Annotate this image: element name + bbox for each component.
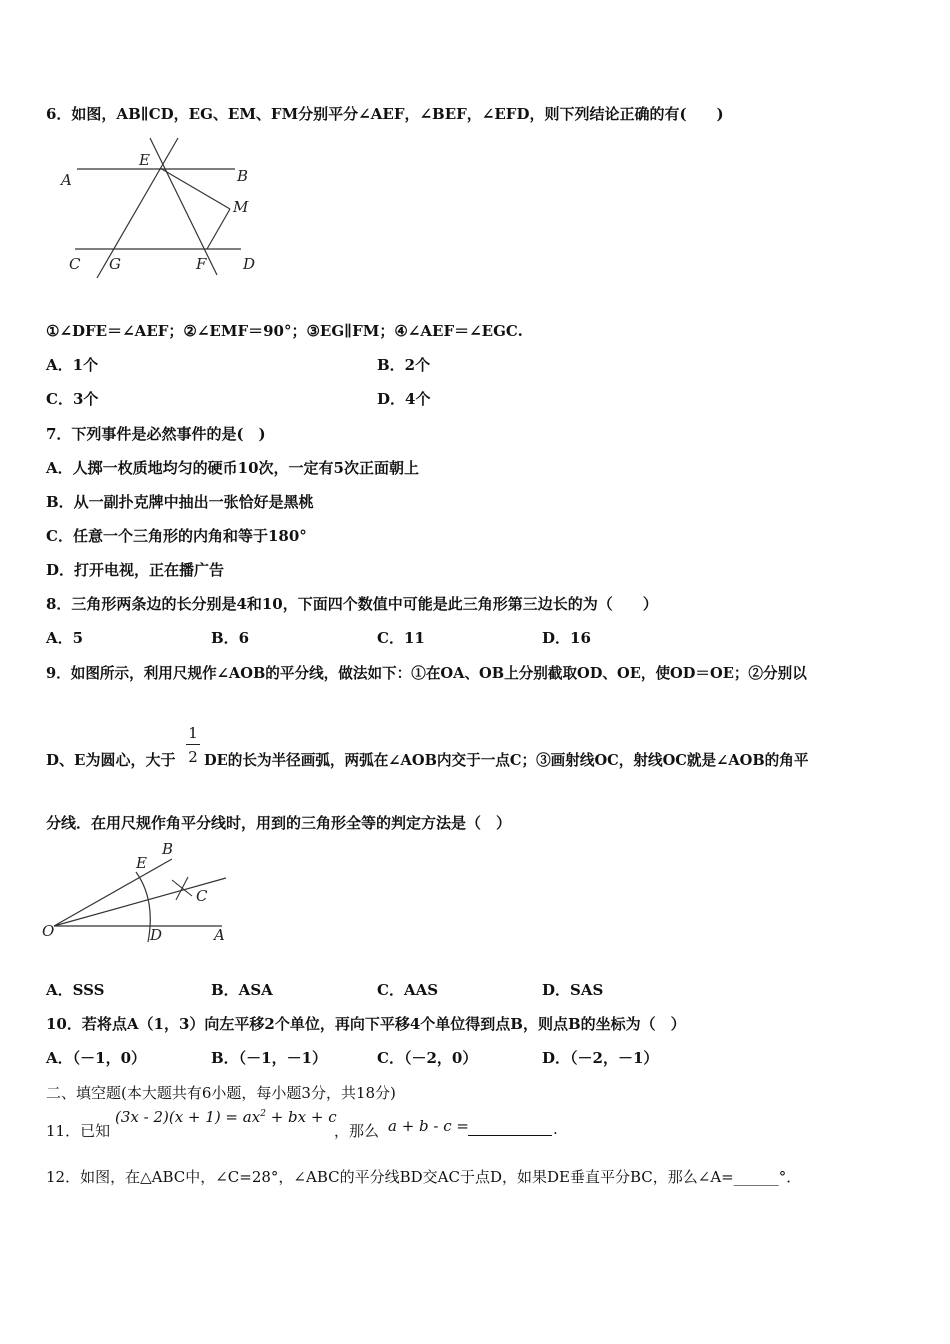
q10-option-d[interactable]: D．（－2，－1）	[542, 1049, 659, 1067]
label-o: O	[42, 922, 55, 940]
q7-stem: 7．下列事件是必然事件的是( )	[46, 425, 266, 443]
q10-option-b[interactable]: B．（－1，－1）	[211, 1049, 328, 1067]
label-e: E	[136, 854, 147, 872]
q9-figure	[40, 838, 240, 948]
arc-de	[136, 872, 150, 942]
fraction-bar	[186, 744, 200, 745]
q11-mid: ，那么	[334, 1122, 380, 1140]
q7-option-d[interactable]: D．打开电视，正在播广告	[46, 561, 225, 579]
q8-option-c[interactable]: C．11	[377, 629, 425, 647]
q11-answer-blank[interactable]	[468, 1120, 552, 1136]
q12-stem: 12．如图，在△ABC中，∠C=28°，∠ABC的平分线BD交AC于点D，如果DE垂直平分BC，那么∠A=______°．	[46, 1168, 802, 1186]
label-d: D	[243, 255, 256, 273]
q7-option-b[interactable]: B．从一副扑克牌中抽出一张恰好是黑桃	[46, 493, 314, 511]
q11-pre: 11．已知	[46, 1122, 111, 1140]
label-b: B	[237, 167, 249, 185]
fraction-denominator: 2	[188, 748, 198, 766]
q7-option-a[interactable]: A．人掷一枚质地均匀的硬币10次，一定有5次正面朝上	[46, 459, 419, 477]
q9-option-b[interactable]: B．ASA	[211, 981, 273, 999]
line-ef	[150, 138, 217, 275]
q11-expr-tail: + bx + c	[265, 1108, 337, 1126]
q10-option-c[interactable]: C．（－2，0）	[377, 1049, 478, 1067]
q6-stem: 6．如图，AB∥CD，EG、EM、FM分别平分∠AEF，∠BEF，∠EFD，则下列结论正确的有( )	[46, 105, 724, 123]
q9-option-c[interactable]: C．AAS	[377, 981, 439, 999]
q6-option-b[interactable]: B．2个	[377, 356, 431, 374]
q8-option-d[interactable]: D．16	[542, 629, 591, 647]
q9-option-d[interactable]: D．SAS	[542, 981, 604, 999]
line-fm	[207, 209, 230, 249]
q6-option-d[interactable]: D．4个	[377, 390, 431, 408]
q11-exponent: 2	[260, 1109, 266, 1119]
q6-figure	[55, 135, 275, 280]
fraction-numerator: 1	[188, 724, 198, 742]
q9-line2-post: DE的长为半径画弧，两弧在∠AOB内交于一点C；③画射线OC，射线OC就是∠AOB的角平	[204, 752, 809, 769]
q9-option-a[interactable]: A．SSS	[46, 981, 105, 999]
q11-expr: (3x - 2)(x + 1) = ax	[115, 1108, 261, 1126]
label-f: F	[196, 255, 207, 273]
q10-stem: 10．若将点A（1，3）向左平移2个单位，再向下平移4个单位得到点B，则点B的坐标为（ ）	[46, 1015, 686, 1033]
label-d: D	[150, 926, 163, 944]
q11-expression	[115, 1108, 337, 1126]
q6-statements: ①∠DFE＝∠AEF；②∠EMF＝90°；③EG∥FM；④∠AEF＝∠EGC.	[46, 322, 523, 340]
label-g: G	[109, 255, 121, 273]
q9-line1: 9．如图所示，利用尺规作∠AOB的平分线，做法如下：①在OA、OB上分别截取OD、OE，使OD＝OE；②分别以	[46, 665, 807, 682]
q8-option-b[interactable]: B．6	[211, 629, 250, 647]
line-em	[160, 168, 230, 209]
label-e: E	[139, 151, 150, 169]
q8-option-a[interactable]: A．5	[46, 629, 84, 647]
q7-option-c[interactable]: C．任意一个三角形的内角和等于180°	[46, 527, 307, 545]
label-c: C	[69, 255, 81, 273]
q9-line3: 分线．在用尺规作角平分线时，用到的三角形全等的判定方法是（ ）	[46, 814, 512, 832]
q6-option-c[interactable]: C．3个	[46, 390, 99, 408]
label-a: A	[61, 171, 72, 189]
label-a: A	[214, 926, 225, 944]
q8-stem: 8．三角形两条边的长分别是4和10，下面四个数值中可能是此三角形第三边长的为（ ）	[46, 595, 658, 613]
label-b: B	[162, 840, 174, 858]
label-c: C	[196, 887, 208, 905]
section-heading: 二、填空题(本大题共有6小题，每小题3分，共18分)	[46, 1084, 396, 1102]
q11-expression-2: a + b - c =	[388, 1117, 469, 1135]
q9-line2-pre: D、E为圆心，大于	[46, 751, 176, 769]
q6-option-a[interactable]: A．1个	[46, 356, 99, 374]
q11-end: .	[553, 1120, 558, 1138]
q10-option-a[interactable]: A．（－1，0）	[46, 1049, 147, 1067]
ray-ob	[54, 859, 172, 926]
label-m: M	[233, 198, 249, 216]
